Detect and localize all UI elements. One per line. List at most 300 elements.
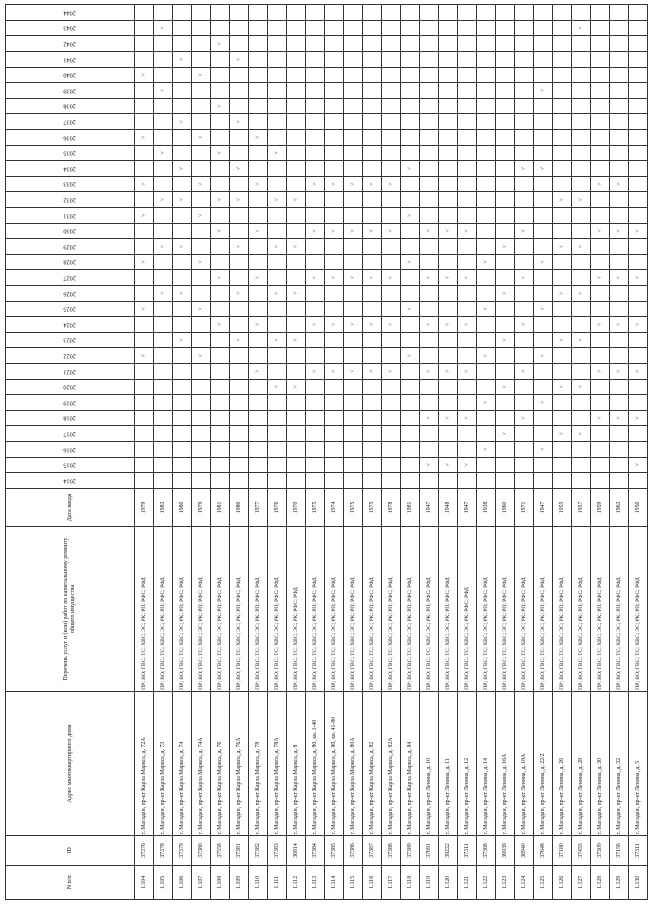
- year-cell: [401, 20, 420, 36]
- year-cell: [249, 270, 268, 286]
- header-year-label: 2041: [63, 55, 76, 63]
- year-cell: [458, 410, 477, 426]
- year-cell: [287, 332, 306, 348]
- year-cell: [477, 208, 496, 224]
- year-cell: [553, 441, 572, 457]
- year-cell: [553, 426, 572, 442]
- header-year: [6, 348, 135, 364]
- year-cell: [230, 176, 249, 192]
- check-mark: ˅: [292, 385, 299, 389]
- year-cell: [192, 270, 211, 286]
- year-cell: [382, 270, 401, 286]
- year-cell: [496, 98, 515, 114]
- check-mark: ˅: [539, 447, 546, 451]
- year-cell: [572, 192, 591, 208]
- year-cell: [192, 301, 211, 317]
- header-year: [6, 223, 135, 239]
- year-cell: [363, 426, 382, 442]
- year-cell: [363, 98, 382, 114]
- building-id: 37384: [306, 836, 325, 865]
- year-cell: [192, 83, 211, 99]
- year-cell: [287, 20, 306, 36]
- year-cell: [154, 317, 173, 333]
- building-address: г. Магадан, пр-кт Карла Маркса, д. 76: [211, 691, 230, 836]
- year-cell: [534, 145, 553, 161]
- check-mark: ˅: [501, 338, 508, 342]
- check-mark: ˅: [558, 198, 565, 202]
- year-cell: [287, 83, 306, 99]
- commission-date: 1970: [287, 488, 306, 526]
- year-cell: [382, 317, 401, 333]
- year-cell: [249, 301, 268, 317]
- year-cell: [230, 441, 249, 457]
- year-cell: [306, 36, 325, 52]
- check-mark: ˅: [482, 260, 489, 264]
- check-mark: ˅: [349, 276, 356, 280]
- year-cell: [401, 270, 420, 286]
- year-cell: [287, 36, 306, 52]
- services-list: ПР; ВО; ГВС; ТС; ХВС; ЭС; РК; РП; РФС; РФД: [629, 527, 648, 692]
- year-cell: [363, 130, 382, 146]
- building-address: г. Магадан, пр-кт Карла Маркса, д. 72А: [135, 691, 154, 836]
- year-cell: [439, 332, 458, 348]
- year-cell: [192, 317, 211, 333]
- building-id: 37648: [534, 836, 553, 865]
- year-cell: [458, 67, 477, 83]
- check-mark: ˅: [634, 369, 641, 373]
- year-cell: [439, 145, 458, 161]
- check-mark: ˅: [273, 385, 280, 389]
- header-year-label: 2038: [63, 102, 76, 110]
- header-year: [6, 285, 135, 301]
- year-cell: [363, 176, 382, 192]
- services-list: ПР; ВО; ГВС; ТС; ХВС; ЭС; РК; РФС; РФД: [458, 527, 477, 692]
- year-cell: [192, 395, 211, 411]
- year-cell: [420, 426, 439, 442]
- header-year: [6, 441, 135, 457]
- year-cell: [211, 130, 230, 146]
- year-cell: [287, 223, 306, 239]
- check-mark: ˅: [406, 307, 413, 311]
- row-number: 1.115: [344, 865, 363, 899]
- year-cell: [610, 410, 629, 426]
- year-cell: [325, 208, 344, 224]
- year-cell: [344, 410, 363, 426]
- year-cell: [553, 395, 572, 411]
- year-cell: [173, 52, 192, 68]
- year-cell: [211, 114, 230, 130]
- year-cell: [325, 52, 344, 68]
- check-mark: ˅: [596, 182, 603, 186]
- year-cell: [192, 36, 211, 52]
- check-mark: ˅: [634, 463, 641, 467]
- year-cell: [306, 114, 325, 130]
- year-cell: [192, 285, 211, 301]
- building-address: г. Магадан, пр-кт Карла Маркса, д. 74: [173, 691, 192, 836]
- year-cell: [363, 348, 382, 364]
- year-cell: [591, 36, 610, 52]
- year-cell: [344, 441, 363, 457]
- year-cell: [344, 254, 363, 270]
- year-cell: [325, 83, 344, 99]
- check-mark: ˅: [577, 244, 584, 249]
- year-cell: [268, 67, 287, 83]
- year-cell: [439, 83, 458, 99]
- year-cell: [173, 20, 192, 36]
- year-cell: [135, 285, 154, 301]
- year-cell: [572, 285, 591, 301]
- year-cell: [325, 36, 344, 52]
- year-cell: [230, 52, 249, 68]
- year-cell: [496, 332, 515, 348]
- year-cell: [401, 363, 420, 379]
- year-cell: [268, 5, 287, 21]
- year-cell: [572, 348, 591, 364]
- year-cell: [230, 36, 249, 52]
- services-list: ПР; ВО; ГВС; ТС; ХВС; ЭС; РК; РП; РФС; РФД: [553, 527, 572, 692]
- year-cell: [420, 363, 439, 379]
- check-mark: ˅: [539, 88, 546, 93]
- year-cell: [553, 379, 572, 395]
- year-cell: [591, 363, 610, 379]
- year-cell: [211, 5, 230, 21]
- year-cell: [382, 192, 401, 208]
- check-mark: ˅: [501, 291, 508, 295]
- year-cell: [135, 426, 154, 442]
- header-row-number: N п/п: [6, 865, 135, 899]
- year-cell: [439, 379, 458, 395]
- year-cell: [610, 457, 629, 473]
- year-cell: [591, 379, 610, 395]
- year-cell: [192, 192, 211, 208]
- table-row: [268, 5, 287, 900]
- year-cell: [477, 52, 496, 68]
- table-row: [553, 5, 572, 900]
- check-mark: ˅: [577, 385, 584, 389]
- year-cell: [344, 130, 363, 146]
- year-cell: [287, 317, 306, 333]
- year-cell: [496, 83, 515, 99]
- year-cell: [249, 395, 268, 411]
- year-cell: [230, 379, 249, 395]
- services-list: ПР; ВО; ГВС; ТС; ХВС; ЭС; РК; РП; РФС; РФД: [382, 527, 401, 692]
- commission-date: 1974: [325, 488, 344, 526]
- commission-date: 1960: [496, 488, 515, 526]
- year-cell: [173, 254, 192, 270]
- year-cell: [439, 426, 458, 442]
- year-cell: [515, 332, 534, 348]
- check-mark: ˅: [178, 244, 185, 249]
- year-cell: [458, 457, 477, 473]
- year-cell: [363, 208, 382, 224]
- year-cell: [553, 114, 572, 130]
- year-cell: [382, 83, 401, 99]
- year-cell: [230, 363, 249, 379]
- year-cell: [211, 83, 230, 99]
- year-cell: [420, 52, 439, 68]
- year-cell: [230, 426, 249, 442]
- year-cell: [515, 83, 534, 99]
- year-cell: [439, 363, 458, 379]
- year-cell: [572, 270, 591, 286]
- year-cell: [629, 83, 648, 99]
- check-mark: ˅: [368, 322, 375, 327]
- year-cell: [534, 441, 553, 457]
- commission-date: 1978: [382, 488, 401, 526]
- year-cell: [325, 67, 344, 83]
- year-cell: [572, 20, 591, 36]
- building-id: 37388: [382, 836, 401, 865]
- year-cell: [534, 285, 553, 301]
- check-mark: ˅: [425, 322, 432, 327]
- year-cell: [306, 192, 325, 208]
- year-cell: [420, 473, 439, 489]
- check-mark: ˅: [254, 369, 261, 373]
- year-cell: [572, 161, 591, 177]
- building-address: г. Магадан, пр-кт Ленина, д. 12: [458, 691, 477, 836]
- year-cell: [458, 348, 477, 364]
- check-mark: ˅: [349, 182, 356, 186]
- year-cell: [230, 473, 249, 489]
- year-cell: [439, 192, 458, 208]
- row-number: 1.129: [610, 865, 629, 899]
- row-number: 1.107: [192, 865, 211, 899]
- header-year-label: 2042: [63, 40, 76, 48]
- header-year-label: 2018: [63, 414, 76, 422]
- year-cell: [268, 317, 287, 333]
- year-cell: [344, 114, 363, 130]
- year-cell: [420, 161, 439, 177]
- check-mark: ˅: [615, 369, 622, 373]
- year-cell: [249, 83, 268, 99]
- year-cell: [401, 130, 420, 146]
- check-mark: ˅: [235, 198, 242, 202]
- check-mark: ˅: [140, 307, 147, 311]
- building-address: г. Магадан, пр-кт Ленина, д. 18А: [515, 691, 534, 836]
- check-mark: ˅: [273, 244, 280, 249]
- year-cell: [154, 145, 173, 161]
- year-cell: [439, 98, 458, 114]
- check-mark: ˅: [216, 198, 223, 202]
- year-cell: [173, 98, 192, 114]
- header-year: [6, 473, 135, 489]
- header-year-label: 2039: [63, 87, 76, 95]
- year-cell: [287, 239, 306, 255]
- year-cell: [610, 223, 629, 239]
- year-cell: [477, 254, 496, 270]
- year-cell: [572, 441, 591, 457]
- check-mark: ˅: [387, 322, 394, 327]
- year-cell: [249, 426, 268, 442]
- check-mark: ˅: [444, 416, 451, 420]
- table-row: [287, 5, 306, 900]
- year-cell: [629, 317, 648, 333]
- year-cell: [211, 363, 230, 379]
- year-cell: [401, 379, 420, 395]
- year-cell: [211, 192, 230, 208]
- year-cell: [629, 52, 648, 68]
- header-year: [6, 161, 135, 177]
- year-cell: [439, 52, 458, 68]
- year-cell: [439, 301, 458, 317]
- year-cell: [477, 270, 496, 286]
- year-cell: [325, 5, 344, 21]
- year-cell: [287, 270, 306, 286]
- building-address: г. Магадан, пр-кт Ленина, д. 14: [477, 691, 496, 836]
- year-cell: [268, 395, 287, 411]
- year-cell: [325, 176, 344, 192]
- year-cell: [154, 441, 173, 457]
- year-cell: [268, 348, 287, 364]
- year-cell: [439, 36, 458, 52]
- year-cell: [382, 208, 401, 224]
- commission-date: 1948: [439, 488, 458, 526]
- year-cell: [154, 426, 173, 442]
- year-cell: [154, 98, 173, 114]
- year-cell: [477, 192, 496, 208]
- year-cell: [477, 161, 496, 177]
- year-cell: [439, 5, 458, 21]
- year-cell: [420, 270, 439, 286]
- header-year: [6, 254, 135, 270]
- year-cell: [572, 67, 591, 83]
- year-cell: [268, 98, 287, 114]
- check-mark: ˅: [216, 104, 223, 108]
- year-cell: [591, 348, 610, 364]
- check-mark: ˅: [159, 88, 166, 93]
- check-mark: ˅: [539, 400, 546, 405]
- year-cell: [325, 130, 344, 146]
- year-cell: [572, 145, 591, 161]
- year-cell: [249, 363, 268, 379]
- check-mark: ˅: [463, 369, 470, 373]
- year-cell: [477, 36, 496, 52]
- year-cell: [211, 67, 230, 83]
- year-cell: [382, 457, 401, 473]
- commission-date: 1938: [477, 488, 496, 526]
- year-cell: [572, 239, 591, 255]
- year-cell: [591, 20, 610, 36]
- check-mark: ˅: [482, 400, 489, 405]
- year-cell: [515, 145, 534, 161]
- check-mark: ˅: [178, 291, 185, 295]
- services-list: ПР; ВО; ГВС; ТС; ХВС; ЭС; РК; РП; РФС; РФД: [420, 527, 439, 692]
- commission-date: 1950: [629, 488, 648, 526]
- year-cell: [439, 208, 458, 224]
- year-cell: [211, 285, 230, 301]
- year-cell: [610, 176, 629, 192]
- year-cell: [591, 130, 610, 146]
- row-number: 1.120: [439, 865, 458, 899]
- year-cell: [610, 285, 629, 301]
- year-cell: [458, 52, 477, 68]
- check-mark: ˅: [216, 151, 223, 155]
- check-mark: ˅: [387, 369, 394, 373]
- year-cell: [534, 332, 553, 348]
- year-cell: [268, 473, 287, 489]
- year-cell: [629, 285, 648, 301]
- year-cell: [401, 208, 420, 224]
- year-cell: [363, 270, 382, 286]
- year-cell: [515, 395, 534, 411]
- row-number: 1.114: [325, 865, 344, 899]
- check-mark: ˅: [482, 307, 489, 311]
- year-cell: [192, 379, 211, 395]
- year-cell: [496, 285, 515, 301]
- year-cell: [401, 348, 420, 364]
- check-mark: ˅: [216, 229, 223, 233]
- services-list: ПР; ВО; ГВС; ТС; ХВС; ЭС; РК; РП; РФС; РФД: [515, 527, 534, 692]
- year-cell: [629, 98, 648, 114]
- year-cell: [553, 270, 572, 286]
- year-cell: [572, 98, 591, 114]
- year-cell: [629, 67, 648, 83]
- year-cell: [401, 457, 420, 473]
- year-cell: [629, 332, 648, 348]
- year-cell: [382, 348, 401, 364]
- year-cell: [154, 208, 173, 224]
- row-number: 1.121: [458, 865, 477, 899]
- year-cell: [306, 208, 325, 224]
- table-row: [192, 5, 211, 900]
- year-cell: [173, 67, 192, 83]
- year-cell: [306, 130, 325, 146]
- year-cell: [173, 270, 192, 286]
- year-cell: [572, 114, 591, 130]
- year-cell: [496, 145, 515, 161]
- year-cell: [401, 410, 420, 426]
- year-cell: [135, 145, 154, 161]
- year-cell: [344, 457, 363, 473]
- year-cell: [211, 36, 230, 52]
- year-cell: [363, 285, 382, 301]
- year-cell: [268, 20, 287, 36]
- year-cell: [135, 457, 154, 473]
- row-number: 1.117: [382, 865, 401, 899]
- year-cell: [610, 98, 629, 114]
- year-cell: [610, 379, 629, 395]
- year-cell: [401, 52, 420, 68]
- year-cell: [515, 348, 534, 364]
- check-mark: ˅: [577, 198, 584, 202]
- year-cell: [325, 379, 344, 395]
- year-cell: [135, 363, 154, 379]
- year-cell: [325, 348, 344, 364]
- year-cell: [249, 348, 268, 364]
- commission-date: 1981: [401, 488, 420, 526]
- table-row: [496, 5, 515, 900]
- year-cell: [192, 363, 211, 379]
- year-cell: [135, 441, 154, 457]
- year-cell: [572, 254, 591, 270]
- year-cell: [610, 301, 629, 317]
- year-cell: [477, 317, 496, 333]
- year-cell: [629, 301, 648, 317]
- year-cell: [135, 301, 154, 317]
- year-cell: [211, 145, 230, 161]
- check-mark: ˅: [159, 151, 166, 155]
- year-cell: [211, 254, 230, 270]
- check-mark: ˅: [539, 307, 546, 311]
- building-id: 37156: [610, 836, 629, 865]
- check-mark: ˅: [178, 198, 185, 202]
- header-year: [6, 317, 135, 333]
- year-cell: [629, 348, 648, 364]
- year-cell: [534, 317, 553, 333]
- year-cell: [496, 254, 515, 270]
- year-cell: [363, 410, 382, 426]
- year-cell: [439, 285, 458, 301]
